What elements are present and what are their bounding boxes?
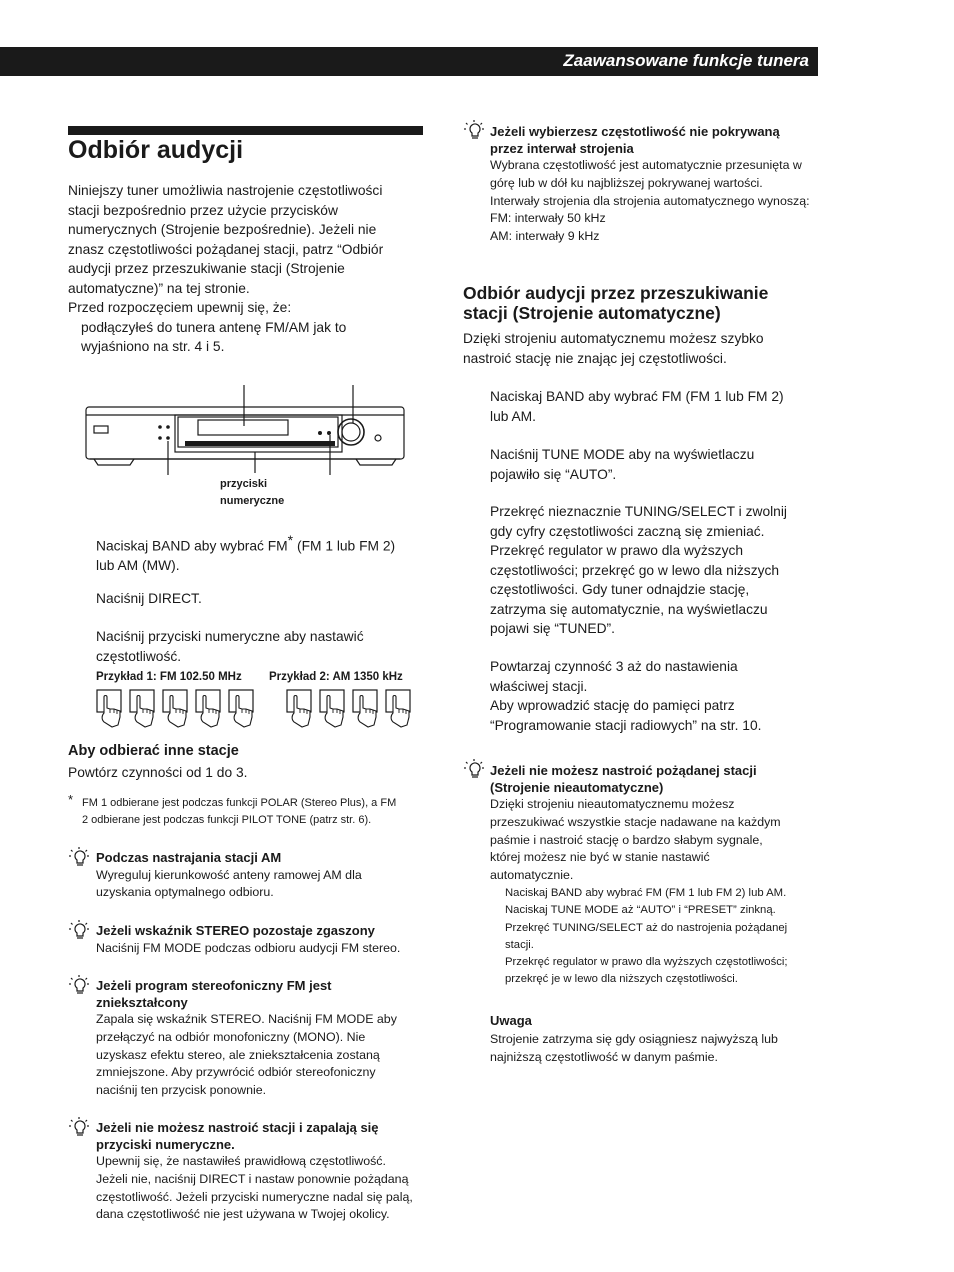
step-text: (FM 1 lub FM 2) <box>296 538 396 554</box>
tip-body-line: Jeżeli nie, naciśnij DIRECT i nastaw ponownie pożądaną <box>96 1171 409 1186</box>
tip-body-line: uzyskasz efektu stereo, ale zniekształcenia zostaną <box>96 1047 380 1062</box>
tip-title: Jeżeli wskaźnik STEREO pozostaje zgaszony <box>96 923 375 938</box>
intro-line: Niniejszy tuner umożliwia nastrojenie częstotliwości <box>68 183 383 198</box>
diagram-label-line: numeryczne <box>220 495 285 507</box>
footnote-line: FM 1 odbierane jest podczas funkcji POLAR (Stereo Plus), a FM <box>82 797 397 809</box>
auto-step-2 <box>490 445 840 484</box>
tip-title: Jeżeli program stereofoniczny FM jest <box>96 978 332 993</box>
intro-line: Dzięki strojeniu automatycznemu możesz szybko <box>463 331 764 346</box>
substep-line: stacji. <box>505 938 534 951</box>
lightbulb-icon <box>68 919 90 941</box>
tip-body-line: przeszukiwać wszystkie stacje nadawane na każdym <box>490 814 781 829</box>
step-text: “Programowanie stacji radiowych” na str. 10. <box>490 717 762 733</box>
tip-body-line: Upewnij się, że nastawiłeś prawidłową częstotliwość. <box>96 1154 386 1168</box>
hand-press-icon <box>229 690 253 727</box>
section-title: Zaawansowane funkcje tunera <box>563 51 809 70</box>
step-2: Naciśnij DIRECT. <box>96 591 202 606</box>
section-header-bar <box>0 47 818 76</box>
example-button-press-icons <box>96 689 426 731</box>
step-text: Przekręć nieznacznie TUNING/SELECT i zwolnij <box>490 504 787 519</box>
step-1 <box>96 531 426 576</box>
note-line: Strojenie zatrzyma się gdy osiągniesz najwyższą lub <box>490 1032 778 1046</box>
tip-numeric-buttons-lit <box>96 1120 436 1224</box>
intro-line: automatyczne)” na tej stronie. <box>68 280 250 296</box>
hand-press-icon <box>287 690 311 727</box>
substep-line: Przekręć TUNING/SELECT aż do nastrojenia pożądanej <box>505 921 788 934</box>
tip-body-line: Dzięki strojeniu nieautomatycznemu możesz <box>490 797 735 811</box>
tip-body-line: dana częstotliwość nie jest używana w Twojej okolicy. <box>96 1207 390 1222</box>
tip-body-line: Naciśnij FM MODE podczas odbioru audycji FM stereo. <box>96 940 401 955</box>
tip-body-line: górę lub w dół ku najbliższej pokrywanej wartości. <box>490 175 763 190</box>
step-text: Przekręć regulator w prawo dla wyższych <box>490 543 744 558</box>
step-text: częstotliwości; przekręć go w lewo dla niższych <box>490 562 780 578</box>
note-heading: Uwaga <box>490 1013 532 1028</box>
step-text: lub AM. <box>490 408 537 424</box>
step-text: właściwej stacji. <box>490 678 588 694</box>
lightbulb-icon <box>463 119 485 141</box>
substep-line: Naciskaj BAND aby wybrać FM (FM 1 lub FM 2) lub AM. <box>505 887 787 899</box>
step-text: Powtarzaj czynność 3 aż do nastawienia <box>490 659 738 674</box>
tip-body-line: Wyreguluj kierunkowość anteny ramowej AM dla <box>96 867 362 882</box>
tip-am-tuning <box>96 850 436 902</box>
substep-line: Naciskaj TUNE MODE aż “AUTO” i “PRESET” zinkną. <box>505 904 776 917</box>
intro-text <box>68 181 428 357</box>
tip-title: Jeżeli nie możesz nastroić stacji i zapalają się <box>96 1120 379 1135</box>
tip-body-line: częstotliwość. Jeżeli przyciski numeryczne nadal się palą, <box>96 1189 413 1204</box>
intro-line: audycji przez przeszukiwanie stacji (Strojenie <box>68 261 345 276</box>
hand-press-icon <box>386 690 410 727</box>
tip-body-line: AM: interwały 9 kHz <box>490 229 600 244</box>
diagram-label-line: przyciski <box>220 478 268 490</box>
tip-body-line: zmniejszone. Aby przywrócić odbiór stereofoniczny <box>96 1065 376 1080</box>
step-text: częstotliwości. Gdy tuner odnajdzie stację, <box>490 582 750 597</box>
step-text: Naciskaj BAND aby wybrać FM <box>96 538 288 554</box>
other-stations-heading: Aby odbierać inne stacje <box>68 743 239 759</box>
tip-stereo-indicator <box>96 923 436 957</box>
hand-press-icon <box>163 690 187 727</box>
substep-line: Przekręć regulator w prawo dla wyższych częstotliwości; <box>505 956 788 969</box>
footnote-line: 2 odbierane jest podczas funkcji PILOT TONE (patrz str. 6). <box>82 814 372 826</box>
intro-line: znasz częstotliwości pożądanej stacji, patrz “Odbiór <box>68 241 384 257</box>
manual-tuning-substeps <box>505 885 845 989</box>
diagram-label <box>220 476 284 510</box>
other-stations-text: Powtórz czynności od 1 do 3. <box>68 765 248 780</box>
tip-body-line: automatycznie. <box>490 868 574 883</box>
hand-press-icon <box>320 690 344 727</box>
auto-step-3 <box>490 502 840 639</box>
intro-indent-line: wyjaśniono na str. 4 i 5. <box>81 339 225 354</box>
step-text: pojawiło się “AUTO”. <box>490 466 617 482</box>
tip-title: Jeżeli nie możesz nastroić pożądanej stacji <box>490 763 757 778</box>
step-text: Naciśnij TUNE MODE aby na wyświetlaczu <box>490 447 755 462</box>
heading-line: stacji (Strojenie automatyczne) <box>463 303 721 323</box>
note-text <box>490 1031 840 1067</box>
tip-body-line: naciśnij ten przycisk ponownie. <box>96 1083 267 1098</box>
auto-tuning-heading <box>463 283 843 323</box>
footnote-text <box>82 795 396 829</box>
step-3 <box>96 627 364 666</box>
intro-indent-line: podłączyłeś do tunera antenę FM/AM jak to <box>81 319 347 335</box>
hand-press-icon <box>353 690 377 727</box>
tip-manual-tuning <box>490 763 840 885</box>
lightbulb-icon <box>68 846 90 868</box>
tip-body-line: której możesz nie być w stanie nastawić <box>490 850 710 865</box>
lightbulb-icon <box>68 974 90 996</box>
tip-title: zniekształcony <box>96 994 188 1010</box>
tip-fm-distortion <box>96 978 436 1100</box>
step-text: gdy cyfry częstotliwości zaczną się zmieniać. <box>490 523 765 539</box>
footnote-mark: * <box>68 792 74 807</box>
hand-press-icon <box>130 690 154 727</box>
auto-tuning-intro <box>463 329 843 368</box>
tip-body-line: Zapala się wskaźnik STEREO. Naciśnij FM MODE aby <box>96 1012 397 1026</box>
step-text: Naciśnij przyciski numeryczne aby nastawić <box>96 629 364 644</box>
intro-line: stacji bezpośrednio przez użycie przycisków <box>68 202 338 218</box>
tip-title: (Strojenie nieautomatyczne) <box>490 779 664 795</box>
tip-title: Jeżeli wybierzesz częstotliwość nie pokrywaną <box>490 124 780 139</box>
step-text: lub AM (MW). <box>96 558 180 574</box>
tip-body-line: FM: interwały 50 kHz <box>490 211 606 226</box>
auto-step-4 <box>490 657 840 735</box>
tip-body-line: przełączyć na odbiór monofoniczny (MONO). Nie <box>96 1029 366 1044</box>
intro-line: nastroić stację nie znając jej częstotliwości. <box>463 350 727 366</box>
tip-body-line: paśmie i nastroić stację o bardzo słabym sygnale, <box>490 832 763 847</box>
heading-line: Odbiór audycji przez przeszukiwanie <box>463 283 769 303</box>
lightbulb-icon <box>68 1116 90 1138</box>
note-line: najniższą częstotliwość w danym paśmie. <box>490 1049 718 1064</box>
step-text: zatrzyma się automatycznie, na wyświetlaczu <box>490 601 768 617</box>
intro-line: Przed rozpoczęciem upewnij się, że: <box>68 300 292 315</box>
tip-title: przyciski numeryczne. <box>96 1136 235 1152</box>
tip-body-line: Wybrana częstotliwość jest automatycznie przesunięta w <box>490 158 802 172</box>
lightbulb-icon <box>463 758 485 780</box>
step-text: Naciskaj BAND aby wybrać FM (FM 1 lub FM 2) <box>490 389 784 404</box>
hand-press-icon <box>97 690 121 727</box>
intro-line: numerycznych (Strojenie bezpośrednie). Jeżeli nie <box>68 222 377 237</box>
auto-step-1 <box>490 387 840 426</box>
footnote-marker: * <box>287 532 294 548</box>
hand-press-icon <box>196 690 220 727</box>
step-text: Aby wprowadzić stację do pamięci patrz <box>490 698 735 713</box>
tip-body-line: uzyskania optymalnego odbioru. <box>96 885 274 900</box>
tip-title: przez interwał strojenia <box>490 140 634 156</box>
step-text: pojawi się “TUNED”. <box>490 621 615 636</box>
tip-title: Podczas nastrajania stacji AM <box>96 850 282 865</box>
example-2-label: Przykład 2: AM 1350 kHz <box>269 671 403 683</box>
example-1-label: Przykład 1: FM 102.50 MHz <box>96 671 242 683</box>
tip-tuning-interval <box>490 124 830 246</box>
page-title: Odbiór audycji <box>68 136 244 164</box>
step-text: częstotliwość. <box>96 648 182 664</box>
title-rule <box>68 126 423 135</box>
tip-body-line: Interwały strojenia dla strojenia automatycznego wynoszą: <box>490 193 810 208</box>
substep-line: przekręć je w lewo dla niższych częstotliwości. <box>505 973 738 986</box>
